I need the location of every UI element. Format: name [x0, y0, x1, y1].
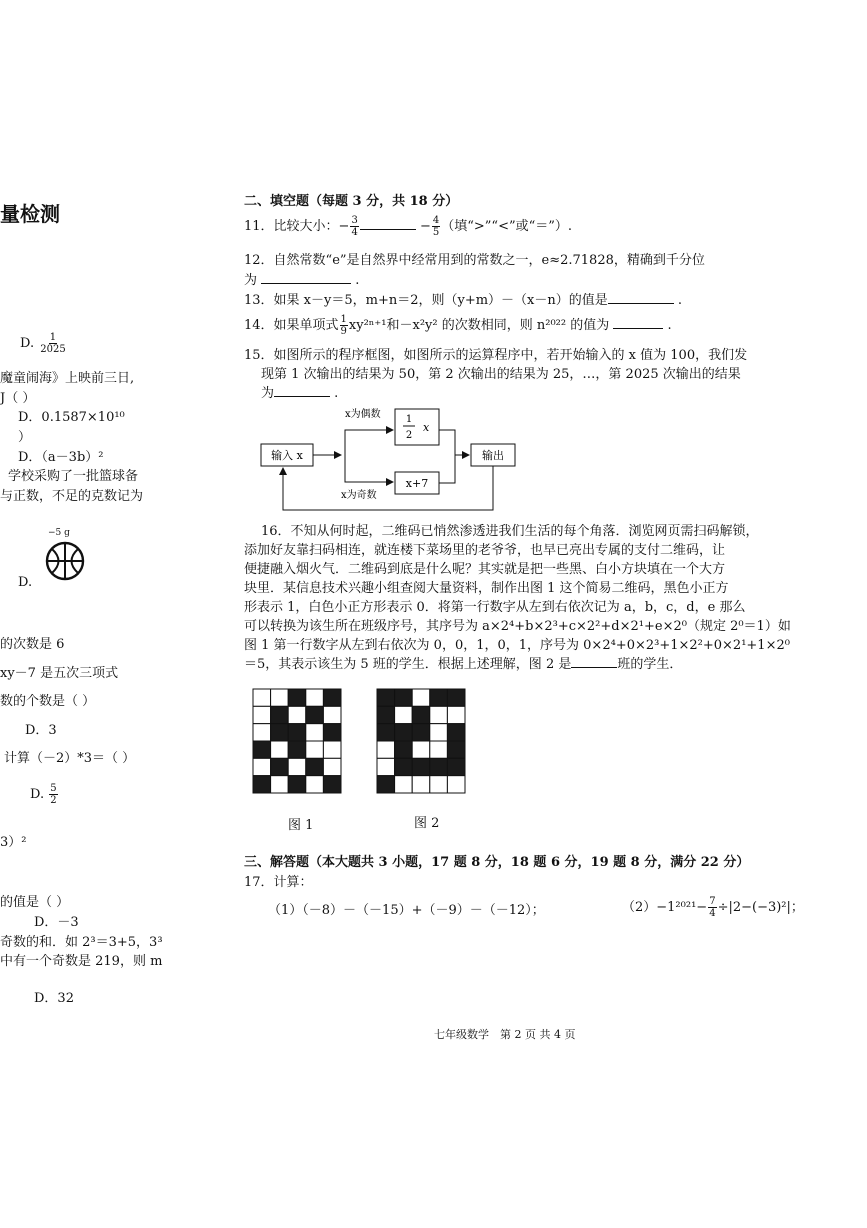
program-flowchart [255, 402, 525, 516]
q16-line: 添加好友靠扫码相连，就连楼下菜场里的老爷爷，也早已亮出专属的支付二维码，让 [244, 543, 726, 558]
question-17-label: 17．计算： [244, 875, 313, 890]
figure-2-qr-grid [376, 688, 466, 794]
black-cell [447, 689, 465, 706]
black-cell [271, 724, 289, 741]
black-cell [447, 758, 465, 775]
white-cell [271, 689, 289, 706]
denominator: 5 [432, 227, 440, 238]
left-option-d-sci: D．0.1587×10¹⁰ [18, 410, 125, 425]
black-cell [271, 706, 289, 723]
q16-line: 块里．某信息技术兴趣小组查阅大量资料，制作出图 1 这个简易二维码，黑色小正方 [244, 581, 729, 596]
question-12-line-1: 12．自然常数“e”是自然界中经常用到的常数之一，e≈2.71828，精确到千分位 [244, 253, 705, 268]
white-cell [447, 706, 465, 723]
left-option-d-32: D．32 [34, 991, 74, 1006]
fraction [340, 314, 348, 337]
numerator: 1 [340, 314, 347, 325]
black-cell [288, 741, 306, 758]
output-label: 输出 [482, 449, 504, 462]
black-cell [395, 689, 413, 706]
plus7-label: x+7 [405, 477, 429, 490]
black-cell [271, 758, 289, 775]
white-cell [323, 706, 341, 723]
white-cell [377, 758, 395, 775]
white-cell [306, 689, 324, 706]
section-3-title: 三、解答题（本大题共 3 小题，17 题 8 分，18 题 6 分，19 题 8 分，满分 22 分） [244, 855, 750, 870]
fraction [350, 215, 358, 238]
q14-suffix: . [667, 318, 672, 333]
figure-1-qr-grid [252, 688, 342, 794]
white-cell [412, 689, 430, 706]
q16-suffix: 班的学生． [617, 657, 683, 672]
page-footer: 七年级数学 第 2 页 共 4 页 [434, 1028, 576, 1041]
denominator: 4 [351, 227, 358, 238]
white-cell [253, 689, 271, 706]
white-cell [271, 741, 289, 758]
numerator: 1 [49, 332, 57, 343]
white-cell [271, 776, 289, 793]
left-option-d-fraction-2 [30, 783, 59, 806]
black-cell [395, 724, 413, 741]
q13-text: 13．如果 x－y＝5，m+n＝2，则（y+m）－（x－n）的值是 [244, 293, 608, 308]
black-cell [395, 741, 413, 758]
denominator: 2 [50, 795, 57, 806]
q11-suffix: （填“>”“<”或“＝”）. [441, 219, 573, 234]
half-variable: x [423, 421, 430, 434]
left-basketball-line-1: 学校采购了一批篮球备 [8, 469, 139, 484]
left-paren-line-2: ） [18, 430, 32, 445]
numerator: 5 [50, 783, 57, 794]
answer-blank[interactable] [360, 217, 416, 230]
q16-line: 16．不知从何时起，二维码已悄然渗透进我们生活的每个角落．浏览网页需扫码解锁， [261, 524, 759, 539]
white-cell [306, 776, 324, 793]
q11-minus: − [419, 219, 431, 234]
black-cell [412, 724, 430, 741]
numerator: 3 [351, 215, 358, 226]
black-cell [323, 776, 341, 793]
left-calc-line: 计算（－2）*3＝（ ） [4, 751, 136, 766]
option-label: D. [30, 787, 45, 802]
white-cell [323, 758, 341, 775]
q17-part2-suffix: ÷|2−(−3)²|； [717, 900, 804, 915]
white-cell [430, 741, 448, 758]
q12-suffix: . [355, 273, 360, 288]
left-polynomial-line: xy－7 是五次三项式 [0, 666, 119, 681]
answer-blank[interactable] [613, 316, 663, 329]
denominator: 9 [340, 326, 347, 337]
question-15 [244, 346, 747, 403]
left-option-d-minus3: D．－3 [34, 915, 79, 930]
q16-line: 可以转换为该生所在班级序号，其序号为 a×2⁴+b×2³+c×2²+d×2¹+e×2⁰（规定 2⁰＝1）如 [244, 619, 791, 634]
input-label: 输入 x [271, 449, 303, 462]
question-12-line-2 [244, 269, 359, 288]
left-value-line: 的值是（ ） [0, 895, 70, 910]
black-cell [306, 706, 324, 723]
figure-1-label: 图 1 [288, 818, 314, 833]
white-cell [430, 706, 448, 723]
left-degree-line: 的次数是 6 [0, 637, 65, 652]
q13-suffix: . [677, 293, 683, 308]
white-cell [447, 776, 465, 793]
section-2-title: 二、填空题（每题 3 分，共 18 分） [244, 194, 459, 209]
arrow-join [439, 455, 455, 483]
white-cell [395, 776, 413, 793]
left-heading: 量检测 [0, 202, 60, 226]
left-option-d-fraction [20, 332, 68, 355]
question-11 [244, 215, 572, 238]
question-13 [244, 289, 682, 308]
black-cell [377, 776, 395, 793]
q15-suffix: . [334, 386, 339, 401]
q16-line: 便捷融入烟火气．二维码到底是什么呢？其实就是把一些黑、白小方块填在一个大方 [244, 562, 726, 577]
white-cell [430, 724, 448, 741]
question-17-part-2 [622, 896, 804, 919]
black-cell [253, 776, 271, 793]
left-count-line: 数的个数是（ ） [0, 694, 96, 709]
left-odd-line-1: 奇数的和．如 2³＝3+5，3³ [0, 935, 163, 950]
numerator: 7 [709, 896, 716, 907]
half-box [395, 409, 439, 445]
left-paren-line: J（ ） [0, 391, 36, 406]
left-option-d-3: D．3 [25, 723, 57, 738]
black-cell [288, 724, 306, 741]
left-odd-line-2: 中有一个奇数是 219，则 m [0, 954, 163, 969]
white-cell [306, 724, 324, 741]
answer-blank[interactable] [608, 291, 674, 304]
black-cell [395, 758, 413, 775]
answer-blank[interactable] [274, 384, 330, 397]
black-cell [377, 706, 395, 723]
black-cell [377, 689, 395, 706]
q16-line-last [244, 655, 791, 674]
half-numerator: 1 [405, 414, 413, 425]
q12-prefix: 为 [244, 273, 258, 288]
black-cell [288, 776, 306, 793]
answer-blank[interactable] [261, 271, 351, 284]
option-label: D. [20, 336, 35, 351]
black-cell [412, 706, 430, 723]
left-option-d-ball: D. [18, 575, 33, 590]
q17-part2-prefix: （2）−1²⁰²¹− [622, 900, 708, 915]
loop-back-arrow [283, 466, 493, 510]
black-cell [412, 758, 430, 775]
arrow-odd [345, 455, 393, 482]
white-cell [288, 706, 306, 723]
white-cell [253, 706, 271, 723]
black-cell [306, 758, 324, 775]
white-cell [412, 741, 430, 758]
q15-line: 现第 1 次输出的结果为 50，第 2 次输出的结果为 25，…，第 2025 次输出的结果 [261, 367, 741, 382]
numerator: 4 [432, 215, 440, 226]
half-denominator: 2 [405, 430, 413, 441]
q15-line-last [244, 384, 747, 403]
basketball-icon [44, 540, 86, 582]
q16-line: 图 1 第一行数字从左到右依次为 0，0，1，0，1，序号为 0×2⁴+0×2³+1×2²+0×2¹+1×2⁰ [244, 638, 790, 653]
fraction [708, 896, 716, 919]
black-cell [253, 741, 271, 758]
q14-text: xy²ⁿ⁺¹和－x²y² 的次数相同，则 n²⁰²² 的值为 [348, 318, 610, 333]
white-cell [253, 758, 271, 775]
fraction [49, 783, 57, 806]
black-cell [430, 689, 448, 706]
left-basketball-line-2: 与正数，不足的克数记为 [0, 489, 144, 504]
white-cell [430, 776, 448, 793]
black-cell [447, 724, 465, 741]
black-cell [430, 758, 448, 775]
white-cell [323, 741, 341, 758]
left-option-d-square: D．（a－3b）² [18, 450, 104, 465]
even-label: x为偶数 [345, 409, 381, 420]
q11-prefix: 11．比较大小：− [244, 219, 350, 234]
white-cell [306, 741, 324, 758]
q15-line: 15．如图所示的程序框图，如图所示的运算程序中，若开始输入的 x 值为 100，我们发 [244, 348, 748, 363]
black-cell [288, 689, 306, 706]
white-cell [377, 741, 395, 758]
black-cell [323, 689, 341, 706]
q14-prefix: 14．如果单项式 [244, 318, 339, 333]
black-cell [323, 724, 341, 741]
denominator: 4 [709, 908, 716, 919]
left-square-line: 3）² [0, 835, 27, 850]
left-movie-line: 魔童闹海》上映前三日, [0, 371, 135, 386]
white-cell [395, 706, 413, 723]
figure-2-label: 图 2 [414, 816, 440, 831]
question-14 [244, 314, 672, 337]
odd-label: x为奇数 [341, 490, 377, 501]
white-cell [253, 724, 271, 741]
fraction [432, 215, 440, 238]
white-cell [288, 758, 306, 775]
white-cell [412, 776, 430, 793]
q15-prefix: 为 [261, 386, 275, 401]
q16-line: 形表示 1，白色小正方形表示 0．将第一行数字从左到右依次记为 a，b，c，d，e 那么 [244, 600, 746, 615]
arrow-to-output [439, 430, 469, 455]
answer-blank[interactable] [571, 655, 617, 668]
ball-weight-label: −5 g [48, 528, 70, 538]
q16-prefix: ＝5，其表示该生为 5 班的学生．根据上述理解，图 2 是 [244, 657, 572, 672]
black-cell [447, 741, 465, 758]
black-cell [377, 724, 395, 741]
arrow-even [345, 430, 393, 455]
question-17-part-1: （1）（－8）－（－15）+（－9）－（－12）； [268, 903, 545, 918]
question-16 [244, 522, 791, 674]
fraction [39, 332, 66, 355]
denominator: 2025 [40, 344, 66, 355]
